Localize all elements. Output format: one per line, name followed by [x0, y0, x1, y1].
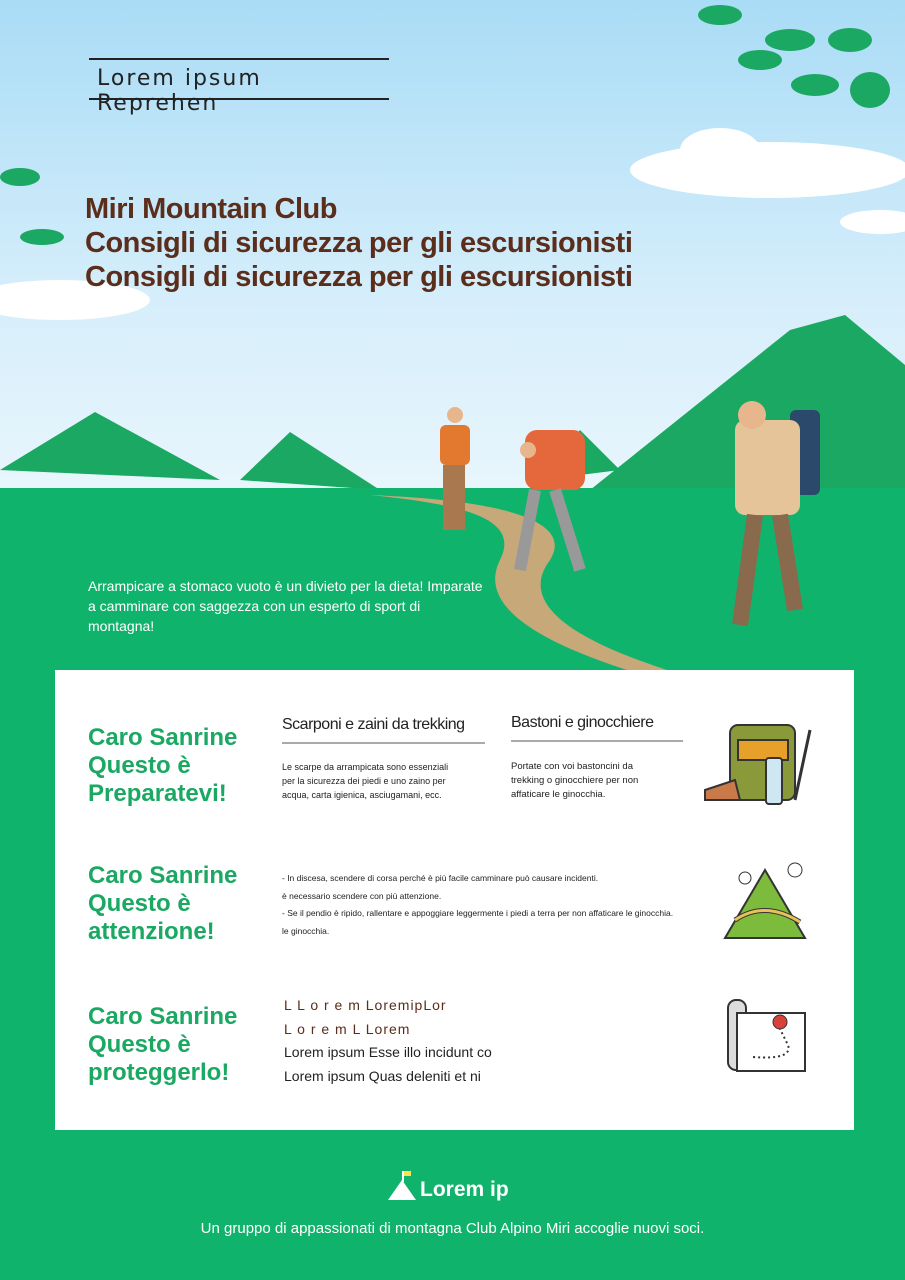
logo-text: Lorem ip	[420, 1178, 509, 1201]
text-line: Lorem ipsum Quas deleniti et ni	[284, 1067, 481, 1084]
text-line: L L o r e m LoremipLor	[284, 997, 447, 1013]
caution-text	[282, 870, 673, 940]
text-line: Lorem ipsum Esse illo incidunt co	[284, 1044, 492, 1060]
item-title: Bastoni e ginocchiere	[511, 714, 683, 742]
text-line: - In discesa, scendere di corsa perché è più facile camminare può causare incidenti.	[282, 873, 599, 883]
header-tagline: Lorem ipsum Reprehen	[89, 58, 389, 100]
title-line: Consigli di sicurezza per gli escursionisti	[85, 227, 633, 259]
backpack-gear-icon	[700, 720, 830, 810]
text-line: L o r e m L Lorem	[284, 1020, 411, 1037]
text-line: è necessario scendere con più attenzione.	[282, 890, 442, 901]
item-text: Portate con voi bastoncini da trekking o ginocchiere per non affaticare le ginocchia.	[511, 761, 639, 800]
footer-text: Un gruppo di appassionati di montagna Club Alpino Miri accoglie nuovi soci.	[200, 1220, 705, 1237]
mountain-icon	[720, 860, 820, 945]
text-line: - Se il pendio è ripido, rallentare e appoggiare leggermente i piedi a terra per non affaticare le ginocchia.	[282, 908, 674, 918]
section-heading: Caro Sanrine Questo è attenzione!	[88, 862, 238, 945]
intro-text: Arrampicare a stomaco vuoto è un divieto per la dieta! Imparate a camminare con saggezza con un esperto di sport di montagna!	[88, 578, 483, 634]
club-logo	[386, 1170, 509, 1202]
page-title	[85, 192, 632, 294]
mountain-flag-icon	[386, 1170, 418, 1202]
item-title: Scarponi e zaini da trekking	[282, 716, 485, 744]
text-line: le ginocchia.	[282, 925, 330, 936]
title-line: Miri Mountain Club	[85, 193, 337, 225]
protect-text	[284, 994, 492, 1088]
tips-card	[55, 670, 854, 1130]
section-heading: Caro Sanrine Questo è proteggerlo!	[88, 1003, 238, 1086]
section-heading: Caro Sanrine Questo è Preparatevi!	[88, 724, 238, 807]
trail-map-icon	[723, 995, 808, 1077]
title-line: Consigli di sicurezza per gli escursionisti	[85, 261, 633, 293]
item-text: Le scarpe da arrampicata sono essenziali per la sicurezza dei piedi e uno zaino per acqua, carta igienica, asciugamani, ecc.	[282, 762, 449, 800]
